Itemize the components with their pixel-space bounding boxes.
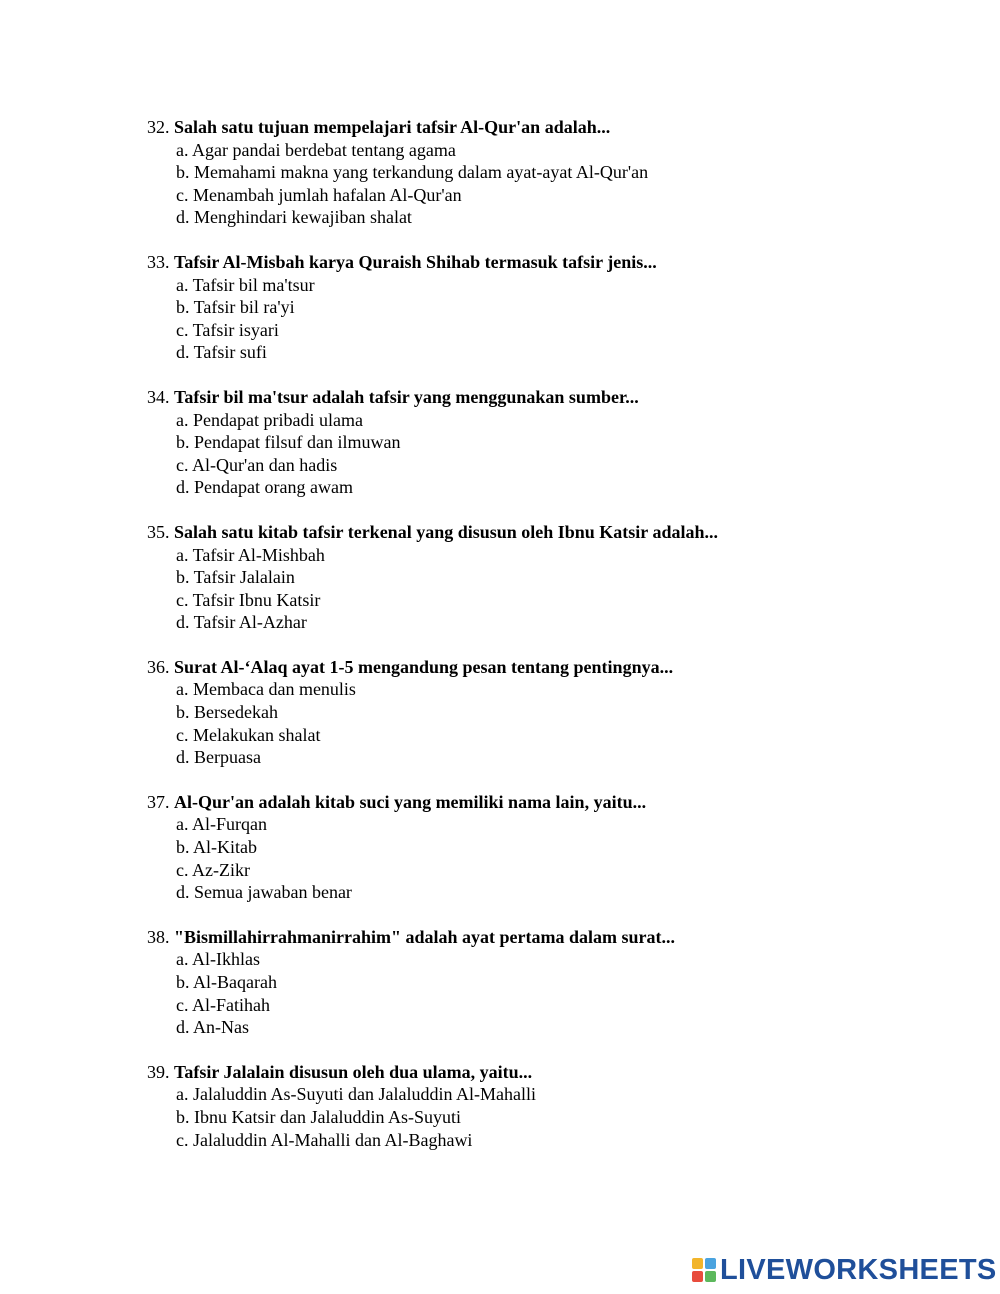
question-number: 36. <box>147 656 170 677</box>
answer-option: b. Bersedekah <box>176 702 278 723</box>
question-number: 37. <box>147 791 170 812</box>
answer-option: c. Al-Qur'an dan hadis <box>176 454 338 475</box>
question-line <box>147 116 967 139</box>
logo-square-1 <box>692 1258 703 1269</box>
question-number: 33. <box>147 251 170 272</box>
answer-option: b. Ibnu Katsir dan Jalaluddin As-Suyuti <box>176 1106 461 1127</box>
liveworksheets-logo-icon <box>692 1258 716 1282</box>
question-line <box>147 521 967 544</box>
answer-option: a. Tafsir bil ma'tsur <box>176 274 315 295</box>
answer-option: a. Membaca dan menulis <box>176 679 356 700</box>
answer-options <box>147 813 967 903</box>
question-number: 32. <box>147 117 170 137</box>
answer-option: d. Tafsir sufi <box>176 342 267 363</box>
answer-option: d. An-Nas <box>176 1017 249 1038</box>
answer-option: c. Al-Fatihah <box>176 994 270 1015</box>
answer-option: b. Pendapat filsuf dan ilmuwan <box>176 432 401 453</box>
answer-option: b. Al-Kitab <box>176 837 257 858</box>
answer-option: d. Menghindari kewajiban shalat <box>176 207 412 228</box>
question-35 <box>147 521 967 634</box>
answer-option: a. Jalaluddin As-Suyuti dan Jalaluddin Al-Mahalli <box>176 1084 536 1105</box>
question-line <box>147 791 967 814</box>
answer-option: a. Al-Ikhlas <box>176 949 260 970</box>
question-number: 38. <box>147 926 170 947</box>
answer-option: b. Memahami makna yang terkandung dalam ayat-ayat Al-Qur'an <box>176 162 649 183</box>
question-text: Tafsir Jalalain disusun oleh dua ulama, yaitu... <box>174 1061 533 1082</box>
answer-option: c. Jalaluddin Al-Mahalli dan Al-Baghawi <box>176 1129 473 1150</box>
question-line <box>147 1061 967 1084</box>
answer-options <box>147 678 967 768</box>
question-33 <box>147 251 967 364</box>
answer-option: c. Az-Zikr <box>176 859 250 880</box>
answer-option: d. Semua jawaban benar <box>176 882 352 903</box>
question-line <box>147 386 967 409</box>
question-text: Al-Qur'an adalah kitab suci yang memiliki nama lain, yaitu... <box>174 791 647 812</box>
liveworksheets-brand <box>692 1254 997 1286</box>
answer-option: a. Tafsir Al-Mishbah <box>176 544 325 565</box>
answer-options <box>147 139 967 229</box>
question-text: Salah satu tujuan mempelajari tafsir Al-Qur'an adalah... <box>174 117 611 137</box>
answer-option: b. Tafsir bil ra'yi <box>176 297 295 318</box>
answer-option: b. Al-Baqarah <box>176 972 277 992</box>
answer-option: c. Melakukan shalat <box>176 724 321 745</box>
question-text: Salah satu kitab tafsir terkenal yang disusun oleh Ibnu Katsir adalah... <box>174 521 718 542</box>
question-38 <box>147 926 967 1039</box>
question-37 <box>147 791 967 904</box>
answer-option: c. Tafsir isyari <box>176 319 279 340</box>
question-line <box>147 251 967 274</box>
logo-square-2 <box>705 1258 716 1269</box>
question-line <box>147 926 967 949</box>
answer-option: d. Berpuasa <box>176 747 261 768</box>
answer-options <box>147 409 967 499</box>
answer-option: c. Menambah jumlah hafalan Al-Qur'an <box>176 184 462 205</box>
question-text: Surat Al-‘Alaq ayat 1-5 mengandung pesan tentang pentingnya... <box>174 656 674 677</box>
answer-option: a. Pendapat pribadi ulama <box>176 409 363 430</box>
logo-square-4 <box>705 1271 716 1282</box>
question-39 <box>147 1061 967 1151</box>
question-number: 35. <box>147 521 170 542</box>
answer-option: d. Tafsir Al-Azhar <box>176 612 307 633</box>
answer-options <box>147 948 967 1038</box>
question-text: "Bismillahirrahmanirrahim" adalah ayat pertama dalam surat... <box>174 926 675 947</box>
question-text: Tafsir Al-Misbah karya Quraish Shihab termasuk tafsir jenis... <box>174 251 657 272</box>
question-36 <box>147 656 967 769</box>
question-34 <box>147 386 967 499</box>
answer-option: a. Al-Furqan <box>176 814 267 835</box>
question-number: 34. <box>147 386 170 407</box>
logo-square-3 <box>692 1271 703 1282</box>
answer-option: b. Tafsir Jalalain <box>176 567 295 588</box>
answer-options <box>147 544 967 634</box>
question-32 <box>147 116 967 229</box>
question-text: Tafsir bil ma'tsur adalah tafsir yang menggunakan sumber... <box>174 386 639 407</box>
answer-option: c. Tafsir Ibnu Katsir <box>176 589 321 610</box>
answer-option: d. Pendapat orang awam <box>176 477 353 498</box>
question-line <box>147 656 967 679</box>
answer-options <box>147 274 967 364</box>
answer-option: a. Agar pandai berdebat tentang agama <box>176 139 456 160</box>
answer-options <box>147 1083 967 1151</box>
question-number: 39. <box>147 1061 170 1082</box>
brand-name: LIVEWORKSHEETS <box>720 1254 997 1286</box>
question-list <box>147 116 967 1173</box>
